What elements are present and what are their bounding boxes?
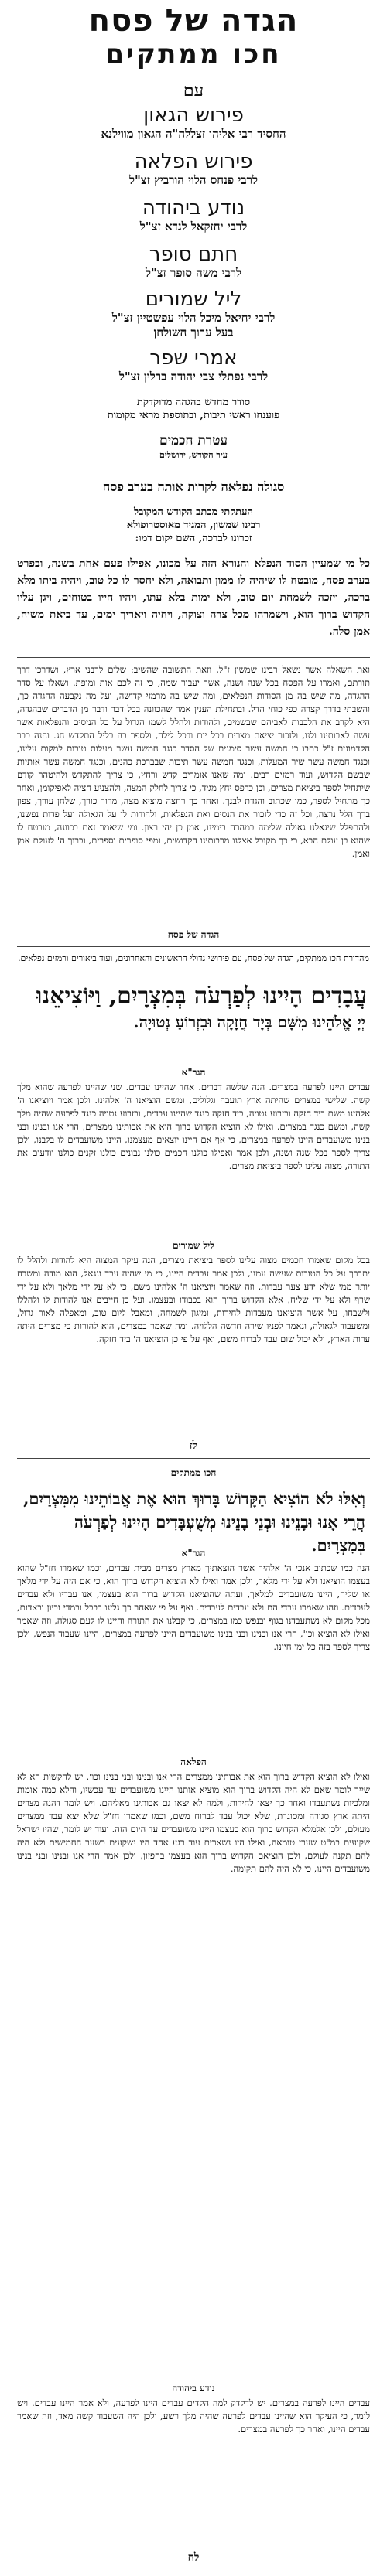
commentary-name: נודע ביהודה bbox=[142, 196, 245, 220]
commentary-label-gra-2: הגר"א bbox=[181, 1548, 206, 1559]
leil-shimurim-text-block bbox=[0, 1254, 387, 1346]
divider bbox=[17, 657, 370, 658]
commentary-label-gra: הגר"א bbox=[181, 1067, 206, 1078]
commentary-label-pelaah: הפלאה bbox=[180, 1757, 207, 1767]
segulah-body: ואת השאלה אשר נשאל רבינו שמשון ז"ל, וזאת התשובה שהשיב: שלום לרבני ארץ, ושדרכי דרך תורתם, ואמרו על הפסח בכל שנה ושנה, אשר יעבור שמה, כי זה לכם אות ומופת. ושאלו על סדר ההגדה, מה שיש בה מן הסודות הנפלאים, ומה שיש בה מרמזי קדושה, ועל מה נקבעה ההגדה כך, והשבתי בדרך קצרה כפי כוחי הדל. ובתחילת הענין אמר שהכוונה בכל דבר ודבר מן הדברים שבהגדה, היא לקרב את הלבבות לאביהם שבשמים, ולהודות ולהלל לשמו הגדול על כל הניסים והנפלאות אשר עשה לאבותינו ולנו, ולזכור יציאת מצרים בכל יום ובכל לילה, ולספר בה בליל התקדש חג. והנה כבר הקדמונים ז"ל כתבו כי חמשה עשר סימנים של הסדר כנגד חמשה עשר מעלות טובות למקום עלינו, וכנגד חמשה עשר שיר המעלות, וכנגד חמשה עשר תיבות שבברכת כהנים, וכנגד חמשה עשר אותיות שבשם הקדוש, ועוד רמזים רבים. ומה שאנו אומרים קדש ורחץ, כי צריך להתקדש ולהיטהר קודם שיתחיל לספר ביציאת מצרים, וכן כרפס יחץ מגיד, כי צריך לחלק המצה, ולהצניע חציה לאפיקומן, ואחר כך מתחיל לספר, כמו שכתוב והגדת לבנך. ואחר כך רחצה מוציא מצה, מרור כורך, שלחן עורך, צפון ברך הלל נרצה, וכל זה כדי לזכור את הנסים ואת הנפלאות, ולהודות לו על הגאולה ועל פדות נפשנו, ולהתפלל שיגאלנו גאולה שלימה במהרה בימינו, אמן כן יהי רצון. ומי שיאמר זאת בכוונה, מובטח לו שהוא בן עולם הבא, כי כך מקובל אצלנו מרבותינו הקדושים, ומפי סופרים וספרים, וברוך ה' לעולם אמן ואמן. bbox=[17, 664, 370, 859]
segulah-intro: כל מי שמעיין הסוד הנפלא והנורא הזה על מכונו, אפילו פעם אחת בשנה, ובפרט בערב פסח, מובטח לו שיהיה לו ממון ותבואה, ולא יחסר לו כל טוב, ויהיה ביתו מלא ברכה, ויזכה לשמחת יום טוב, ולא ימות בלא עתו, ויהיו חייו בטוחים, ויגן עליו הקדוש ברוך הוא, וישמרהו מכל צרה וצוקה, ויחיה ויאריך ימים, עד ביאת משיח, אמן סלה. bbox=[17, 557, 370, 638]
with-label: עם bbox=[183, 80, 204, 101]
commentary-5 bbox=[0, 288, 387, 340]
commentary-1 bbox=[0, 104, 387, 141]
publisher-city: עיר הקודש, ירושלים bbox=[159, 450, 228, 460]
running-header: חכו ממתקים bbox=[170, 1467, 217, 1478]
segulah-heading: סגולה נפלאה לקרות אותה בערב פסח bbox=[102, 479, 285, 494]
segulah-body-block bbox=[0, 663, 387, 860]
book-subtitle: חכו ממתקים bbox=[105, 39, 282, 70]
publisher-name: עטרת חכמים bbox=[159, 433, 228, 448]
segulah-source: העתקתי מכתב הקודש המקובל רבינו שמשון, המגיד מאוסטרופולא זכרונו לברכה, השם יקום דמו: bbox=[126, 506, 261, 544]
page-top-note-block bbox=[0, 952, 387, 965]
verse-line-1: עֲבָדִים הָיִינוּ לְפַרְעֹה בְּמִצְרָיִם, וַיּוֹצִיאֵנוּ bbox=[36, 983, 367, 1010]
commentary-2 bbox=[0, 150, 387, 188]
page-number-2: לח bbox=[187, 2551, 200, 2564]
commentary-author: לרבי פנחס הלוי הורביץ זצ"ל bbox=[129, 173, 258, 187]
commentary-author: לרבי יחזקאל לנדא זצ"ל bbox=[139, 220, 248, 233]
commentary-3 bbox=[0, 196, 387, 234]
verse2-line-2: הֲרֵי אָנוּ וּבָנֵינוּ וּבְנֵי בָנֵינוּ מְשֻׁעְבָּדִים הָיִינוּ לְפַרְעֹה בְּמִצְרָיִם. bbox=[74, 1512, 365, 1555]
pelaah-text-block bbox=[0, 1770, 387, 1876]
commentary-name: חתם סופר bbox=[149, 243, 238, 266]
page-number: לז bbox=[189, 1440, 198, 1452]
gra2-text-block bbox=[0, 1562, 387, 1654]
page-top-note: מהדורת חכו ממתקים, הגדה של פסח, עם פירושי גדולי הראשונים והאחרונים, ועוד ביאורים ורמזים נפלאים. bbox=[18, 953, 369, 963]
verse2-line-1: וְאִלּוּ לֹא הוֹצִיא הַקָּדוֹשׁ בָּרוּךְ הוּא אֶת אֲבוֹתֵינוּ מִמִּצְרַיִם, bbox=[23, 1489, 365, 1508]
commentary-label-nodah-biyehudah: נודע ביהודה bbox=[172, 2383, 215, 2394]
divider bbox=[17, 1458, 370, 1459]
nodah-text-block bbox=[0, 2397, 387, 2436]
commentary-name: פירוש הפלאה bbox=[134, 150, 253, 173]
gra2-text: הנה כמו שכתוב אנכי ה' אלהיך אשר הוצאתיך מארץ מצרים מבית עבדים, וכמו שאמרו חז"ל שהוא בעצמו הוציאנו ולא על ידי מלאך, ולכן אמר ואילו לא הוציא הקדוש ברוך הוא, כי אם היה על ידי מלאך או שליח, היינו משועבדים למלאך, ועתה שהוציאנו הקדוש ברוך הוא בעצמו, אנו עבדיו ולא עבדים לעבדים. וזהו שאמרו עבדי הם ולא עבדים לעבדים. ואף על פי שאחר כך גלינו בבבל ובמדי וביון ובאדום, מכל מקום לא נשתעבדנו בגוף ובנפש כמו במצרים, כי קבלנו את התורה והיינו לו לעם סגולה, וזה שאמר ואילו לא הוציא וכו', הרי אנו ובנינו ובני בנינו משועבדים היינו לפרעה במצרים, היינו שעבוד הנפש, ולכן צריך לספר בזה כל ימי חיינו. bbox=[17, 1562, 370, 1652]
commentary-name: ליל שמורים bbox=[145, 288, 242, 311]
edition-note: סודר מחדש בהגהה מדוקדקת פוענחו ראשי תיבות, ובתוספת מראי מקומות bbox=[107, 397, 280, 421]
gra-text: עבדים היינו לפרעה במצרים. הנה שלשה דברים. אחד שהיינו עבדים. שני שהיינו לפרעה שהוא מלך קשה. שלישי במצרים שהיתה ארץ תועבה וגלולים, ומשם הוציאנו ה' אלהינו. ולכן אמר ויוציאנו ה' אלהינו משם ביד חזקה ובזרוע נטויה, ביד חזקה כנגד שהיינו עבדים, ובזרוע נטויה כנגד לפרעה שהיה מלך קשה, ומשם כנגד במצרים. ואילו לא הוציא הקדוש ברוך הוא את אבותינו ממצרים, הרי אנו ובנינו ובני בנינו משועבדים היינו לפרעה במצרים, כי אף אם היינו יוצאים מעצמנו, היינו משועבדים לו בלבנו, ולכן צריך לספר בכל שנה ושנה, ולכן אמר ואפילו כולנו חכמים כולנו נבונים כולנו זקנים כולנו יודעים את התורה, מצוה עלינו לספר ביציאת מצרים. bbox=[17, 1082, 370, 1171]
commentary-name: אמרי שפר bbox=[149, 346, 238, 370]
commentary-author: לרבי נפתלי צבי יהודה ברלין זצ"ל bbox=[118, 370, 269, 383]
pelaah-text: ואילו לא הוציא הקדוש ברוך הוא את אבותינו ממצרים הרי אנו ובנינו ובני בנינו וכו'. יש להקשות הא לא שייך לומר שאם לא היה הקדוש ברוך הוא מוציא אותנו היינו משועבדים עד עכשיו, והלא כמה אומות ומלכיות נשתעבדו ואחר כך יצאו לחירות, ולמה לא יצאו גם אבותינו מאליהם. ויש לומר דהנה מצרים היתה ארץ סגורה ומסוגרת, שלא יכול עבד לברוח משם, וכמו שאמרו חז"ל שלא יצא עבד ממצרים מעולם, ולכן אלמלא הקדוש ברוך הוא בעצמו היינו משועבדים עד היום הזה. ועוד יש לומר, שהיו ישראל שקועים במ"ט שערי טומאה, ואילו היו נשארים עוד רגע אחד היו נשקעים בשער החמישים ולא היה להם תקנה לעולם, ולכן הוציאם הקדוש ברוך הוא בעצמו בחפזון, ולכן אמר הרי אנו ובנינו ובני בנינו משועבדים היינו, כי לא היה להם תקומה. bbox=[17, 1771, 370, 1874]
book-title: הגדה של פסח bbox=[88, 3, 299, 39]
commentary-6 bbox=[0, 346, 387, 384]
nodah-text: עבדים היינו לפרעה במצרים. יש לדקדק למה הקדים עבדים היינו לפרעה, ולא אמר היינו עבדים. ויש לומר, כי העיקר הוא שהיינו עבדים לפרעה שהיה מלך רשע, ולכן היה השעבוד קשה מאד, וזה שאמר עבדים היינו, ואחר כך לפרעה במצרים. bbox=[17, 2397, 370, 2435]
commentary-label-leil-shimurim: ליל שמורים bbox=[173, 1240, 214, 1251]
commentary-author: החסיד רבי אליהו זצללה"ה הגאון מווילנא bbox=[101, 127, 286, 141]
leil-shimurim-text: בכל מקום שאמרו חכמים מצוה עלינו לספר ביציאת מצרים, הנה עיקר המצוה היא להודות ולהלל לו יתברך על כל הטובות שעשה עמנו, ולכן אמר עבדים היינו, כי מי שהיה עבד ונגאל, הוא מודה ומשבח יותר ממי שלא ידע צער עבדות, וזה שאמר ויוציאנו ה' אלהינו משם, כי לא על ידי מלאך ולא על ידי שרף ולא על ידי שליח, אלא הקדוש ברוך הוא בכבודו ובעצמו. ועל כן חייבים אנו להודות לו ולהללו ולשבחו, על אשר הוציאנו מעבדות לחירות, ומיגון לשמחה, ומאבל ליום טוב, ומאפלה לאור גדול, ומשעבוד לגאולה, ונאמר לפניו שירה חדשה הללויה. ומה שאמר במצרים, הוא להורות כי מצרים היתה ערות הארץ, ולא יכול שום עבד לברוח משם, ואף על פי כן הוציאנו ה' ביד חזקה. bbox=[17, 1255, 370, 1344]
commentary-4 bbox=[0, 243, 387, 281]
divider bbox=[17, 946, 370, 947]
segulah-intro-block bbox=[0, 555, 387, 640]
running-footer: הגדה של פסח bbox=[167, 929, 220, 940]
verse-line-2: יְיָ אֱלֹהֵינוּ מִשָּׁם בְּיָד חֲזָקָה וּבִזְרוֹעַ נְטוּיָה. bbox=[133, 1013, 365, 1031]
commentary-author: לרבי משה סופר זצ"ל bbox=[145, 266, 242, 280]
gra-text-block bbox=[0, 1081, 387, 1173]
commentary-name: פירוש הגאון bbox=[143, 104, 244, 127]
main-verse bbox=[0, 982, 387, 1033]
commentary-author: לרבי יחיאל מיכל הלוי עפשטיין זצ"ל בעל ערוך השולחן bbox=[111, 311, 276, 339]
